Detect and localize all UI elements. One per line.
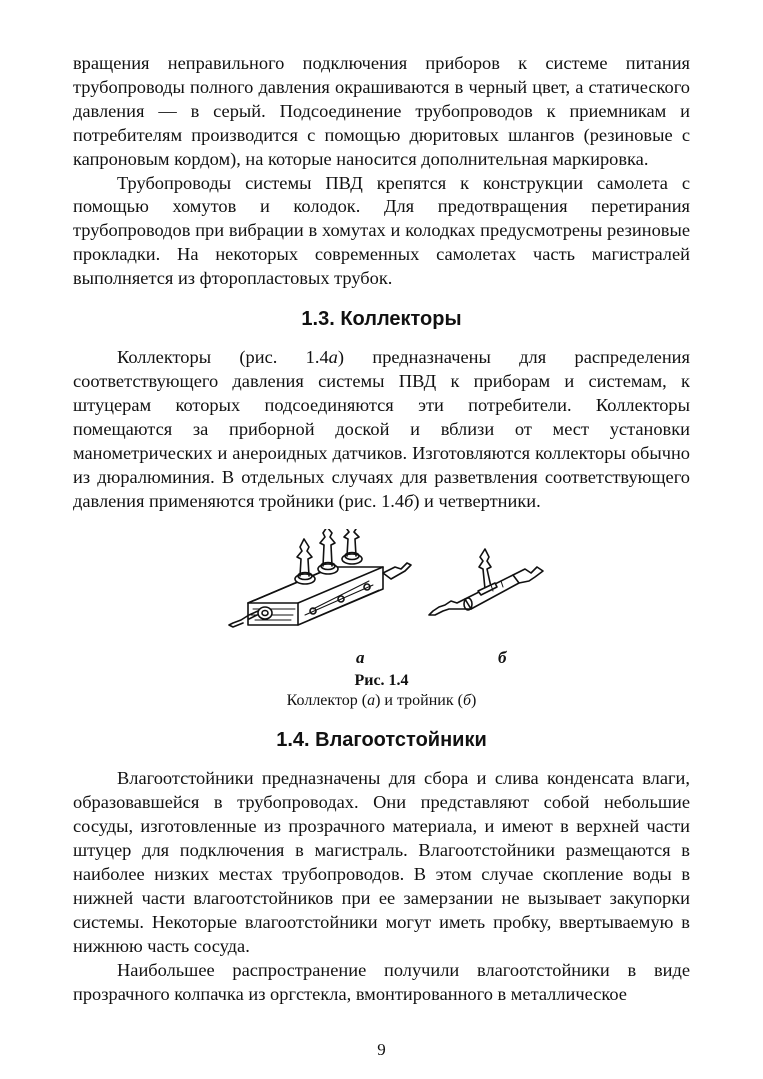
section-heading-collectors: 1.3. Коллекторы — [301, 308, 462, 331]
figure-caption: Коллектор (а) и тройник (б) — [286, 692, 477, 710]
paragraph-moisture-traps: Влагоотстойники предназначены для сбора и слива конденсата влаги, образовавшейся в трубопроводах. Они представляют собой небольшие сосуды, изготовленные из прозрачного материала, и имеют в верхней части штуцер для подключения в магистраль. Влагоотстойники размещаются в наиболее низких местах трубопроводов. В этом случае скопление воды в нижней части влагоотстойников при ее замерзании не вызывает закупорки системы. Некоторые влагоотстойники могут иметь пробку, ввертываемую в нижнюю часть сосуда. — [73, 768, 690, 956]
paragraph-collectors: Коллекторы (рис. 1.4а) предназначены для распределения соответствующего давления системы ПВД к приборам и системам, к штуцерам которых подсоединяются эти потребители. Коллекторы помещаются за приборной доской и вблизи от мест установки манометрических и анероидных датчиков. Изготовляются коллекторы обычно из дюралюминия. В отдельных случаях для разветвления соответствующего давления применяются тройники (рис. 1.4б) и четвертники. — [73, 347, 690, 511]
figure-label-b: б — [498, 648, 507, 668]
paragraph-mounting: Трубопроводы системы ПВД крепятся к конструкции самолета с помощью хомутов и колодок. Для предотвращения перетирания трубопроводов при вибрации в хомутах и колодках предусмотрены резиновые прокладки. На некоторых современных самолетах часть магистралей выполняется из фторопластовых трубок. — [73, 172, 690, 289]
paragraph-continuation: вращения неправильного подключения приборов к системе питания трубопроводы полного давления окрашиваются в черный цвет, а статического давления — в серый. Подсоединение трубопроводов к приемникам и потребителям производится с помощью дюритовых шлангов (резиновые с капроновым кордом), на которые наносится дополнительная маркировка. — [73, 53, 690, 169]
figure-label-a: а — [356, 648, 365, 668]
section-heading-moisture-traps: 1.4. Влагоотстойники — [276, 729, 487, 752]
page-content — [73, 52, 690, 1006]
page-number: 9 — [377, 1040, 386, 1059]
collector-tee-illustration — [73, 529, 690, 669]
figure-collector-tee — [73, 529, 690, 669]
paragraph-moisture-traps-design: Наибольшее распространение получили влагоотстойники в виде прозрачного колпачка из оргстекла, вмонтированного в металлическое — [73, 959, 690, 1004]
figure-title: Рис. 1.4 — [354, 672, 409, 690]
